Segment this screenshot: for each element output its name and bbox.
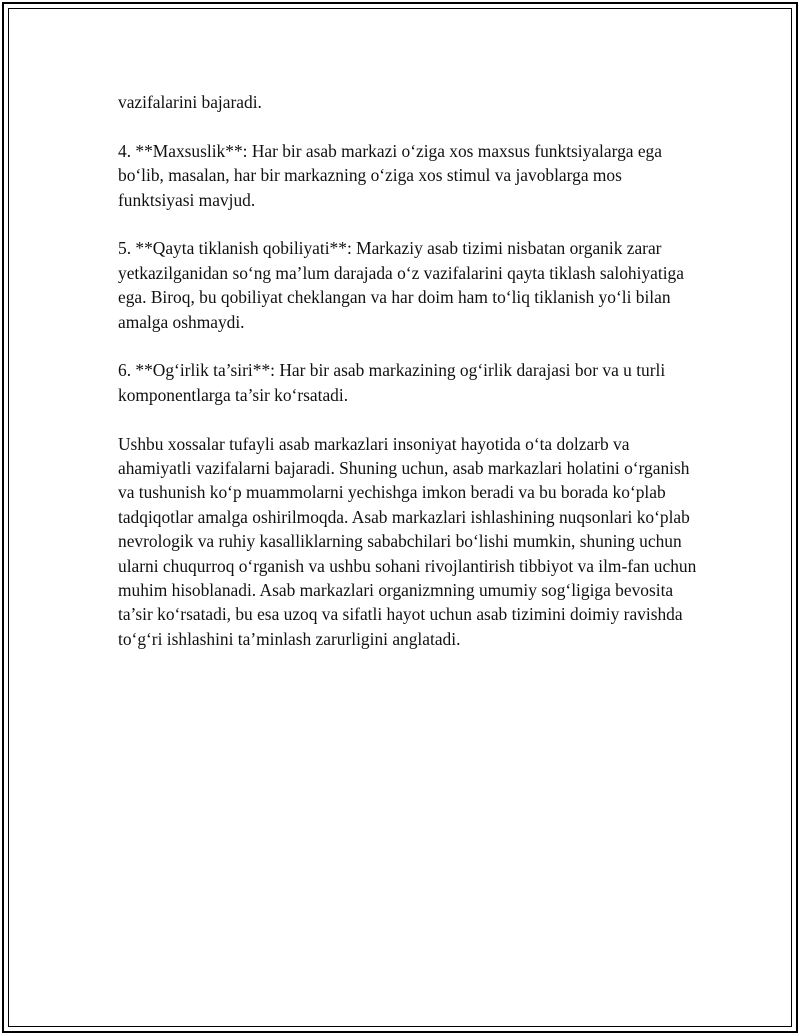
- paragraph-conclusion: Ushbu xossalar tufayli asab markazlari insoniyat hayotida o‘ta dolzarb va ahamiyatli vazifalarni bajaradi. Shuning uchun, asab markazlari holatini o‘rganish va tushunish ko‘p muammolarni yechishga imkon beradi va bu borada ko‘plab tadqiqotlar amalga oshirilmoqda. Asab markazlari ishlashining nuqsonlari ko‘plab nevrologik va ruhiy kasalliklarning sababchilari bo‘lishi mumkin, shuning uchun ularni chuqurroq o‘rganish va ushbu sohani rivojlantirish tibbiyot va ilm-fan uchun muhim hisoblanadi. Asab markazlari organizmning umumiy sog‘ligiga bevosita ta’sir ko‘rsatadi, bu esa uzoq va sifatli hayot uchun asab tizimini doimiy ravishda to‘g‘ri ishlashini ta’minlash zarurligini anglatadi.: [118, 433, 697, 649]
- document-body: [118, 90, 698, 651]
- paragraph-ogirlik-tasiri: 6. **Og‘irlik ta’siri**: Har bir asab markazining og‘irlik darajasi bor va u turli komponentlarga ta’sir ko‘rsatadi.: [118, 360, 666, 405]
- paragraph-maxsuslik: 4. **Maxsuslik**: Har bir asab markazi o‘ziga xos maxsus funktsiyalarga ega bo‘lib, masalan, har bir markazning o‘ziga xos stimul va javoblarga mos funktsiyasi mavjud.: [118, 140, 662, 210]
- paragraph-qayta-tiklanish: 5. **Qayta tiklanish qobiliyati**: Markaziy asab tizimi nisbatan organik zarar yetkazilganidan so‘ng ma’lum darajada o‘z vazifalarini qayta tiklash salohiyatiga ega. Biroq, bu qobiliyat cheklangan va har doim ham to‘liq tiklanish yo‘li bilan amalga oshmaydi.: [118, 238, 684, 332]
- paragraph-continuation: vazifalarini bajaradi.: [118, 92, 262, 112]
